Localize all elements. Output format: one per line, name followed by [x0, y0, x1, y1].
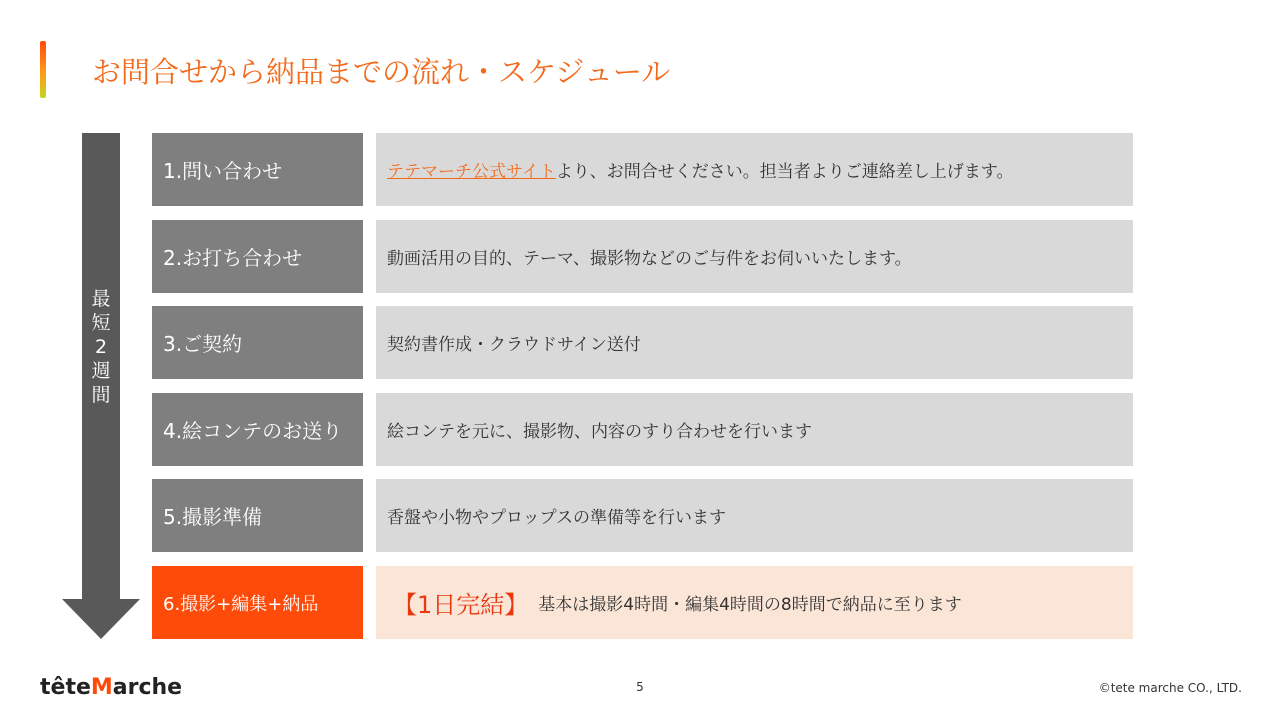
- step-row-shoot-edit-delivery: [152, 566, 1133, 639]
- step-description: [376, 133, 1133, 206]
- step-row-contract: [152, 306, 1133, 379]
- logo-text-m: M: [90, 675, 113, 700]
- copyright: ©tete marche CO., LTD.: [1098, 681, 1242, 695]
- step-label: 5.撮影準備: [152, 479, 363, 552]
- step-label: 4.絵コンテのお送り: [152, 393, 363, 466]
- step-row-meeting: [152, 220, 1133, 293]
- page-number: 5: [636, 680, 644, 694]
- arrow-label-char: 短: [91, 312, 111, 334]
- step-description-text: より、お問合せください。担当者よりご連絡差し上げます。: [555, 162, 1014, 182]
- arrow-label-char: 間: [91, 384, 111, 406]
- step-description: 絵コンテを元に、撮影物、内容のすり合わせを行います: [376, 393, 1133, 466]
- step-description: [376, 566, 1133, 639]
- page-title: お問合せから納品までの流れ・スケジュール: [92, 55, 671, 89]
- logo-text-pre: tête: [40, 675, 91, 700]
- arrow-label-char: 週: [91, 360, 111, 382]
- step-row-inquiry: [152, 133, 1133, 206]
- step-label: 1.問い合わせ: [152, 133, 363, 206]
- company-logo: [40, 675, 182, 700]
- step-label: 3.ご契約: [152, 306, 363, 379]
- logo-text-post: arche: [112, 675, 183, 700]
- step-description: 契約書作成・クラウドサイン送付: [376, 306, 1133, 379]
- arrow-head-icon: [62, 599, 140, 639]
- step-label: 2.お打ち合わせ: [152, 220, 363, 293]
- arrow-label-char: 2: [94, 336, 108, 358]
- step-row-storyboard: [152, 393, 1133, 466]
- step-row-preparation: [152, 479, 1133, 552]
- arrow-label: [82, 287, 120, 407]
- official-site-link[interactable]: テテマーチ公式サイト: [387, 162, 556, 182]
- step-label: 6.撮影+編集+納品: [152, 566, 363, 639]
- step-description-text: 基本は撮影4時間・編集4時間の8時間で納品に至ります: [538, 595, 962, 615]
- step-description: 動画活用の目的、テーマ、撮影物などのご与件をお伺いいたします。: [376, 220, 1133, 293]
- title-accent-bar: [40, 41, 46, 98]
- step-description: 香盤や小物やプロップスの準備等を行います: [376, 479, 1133, 552]
- arrow-label-char: 最: [91, 288, 111, 310]
- one-day-badge: 【1日完結】: [393, 591, 529, 619]
